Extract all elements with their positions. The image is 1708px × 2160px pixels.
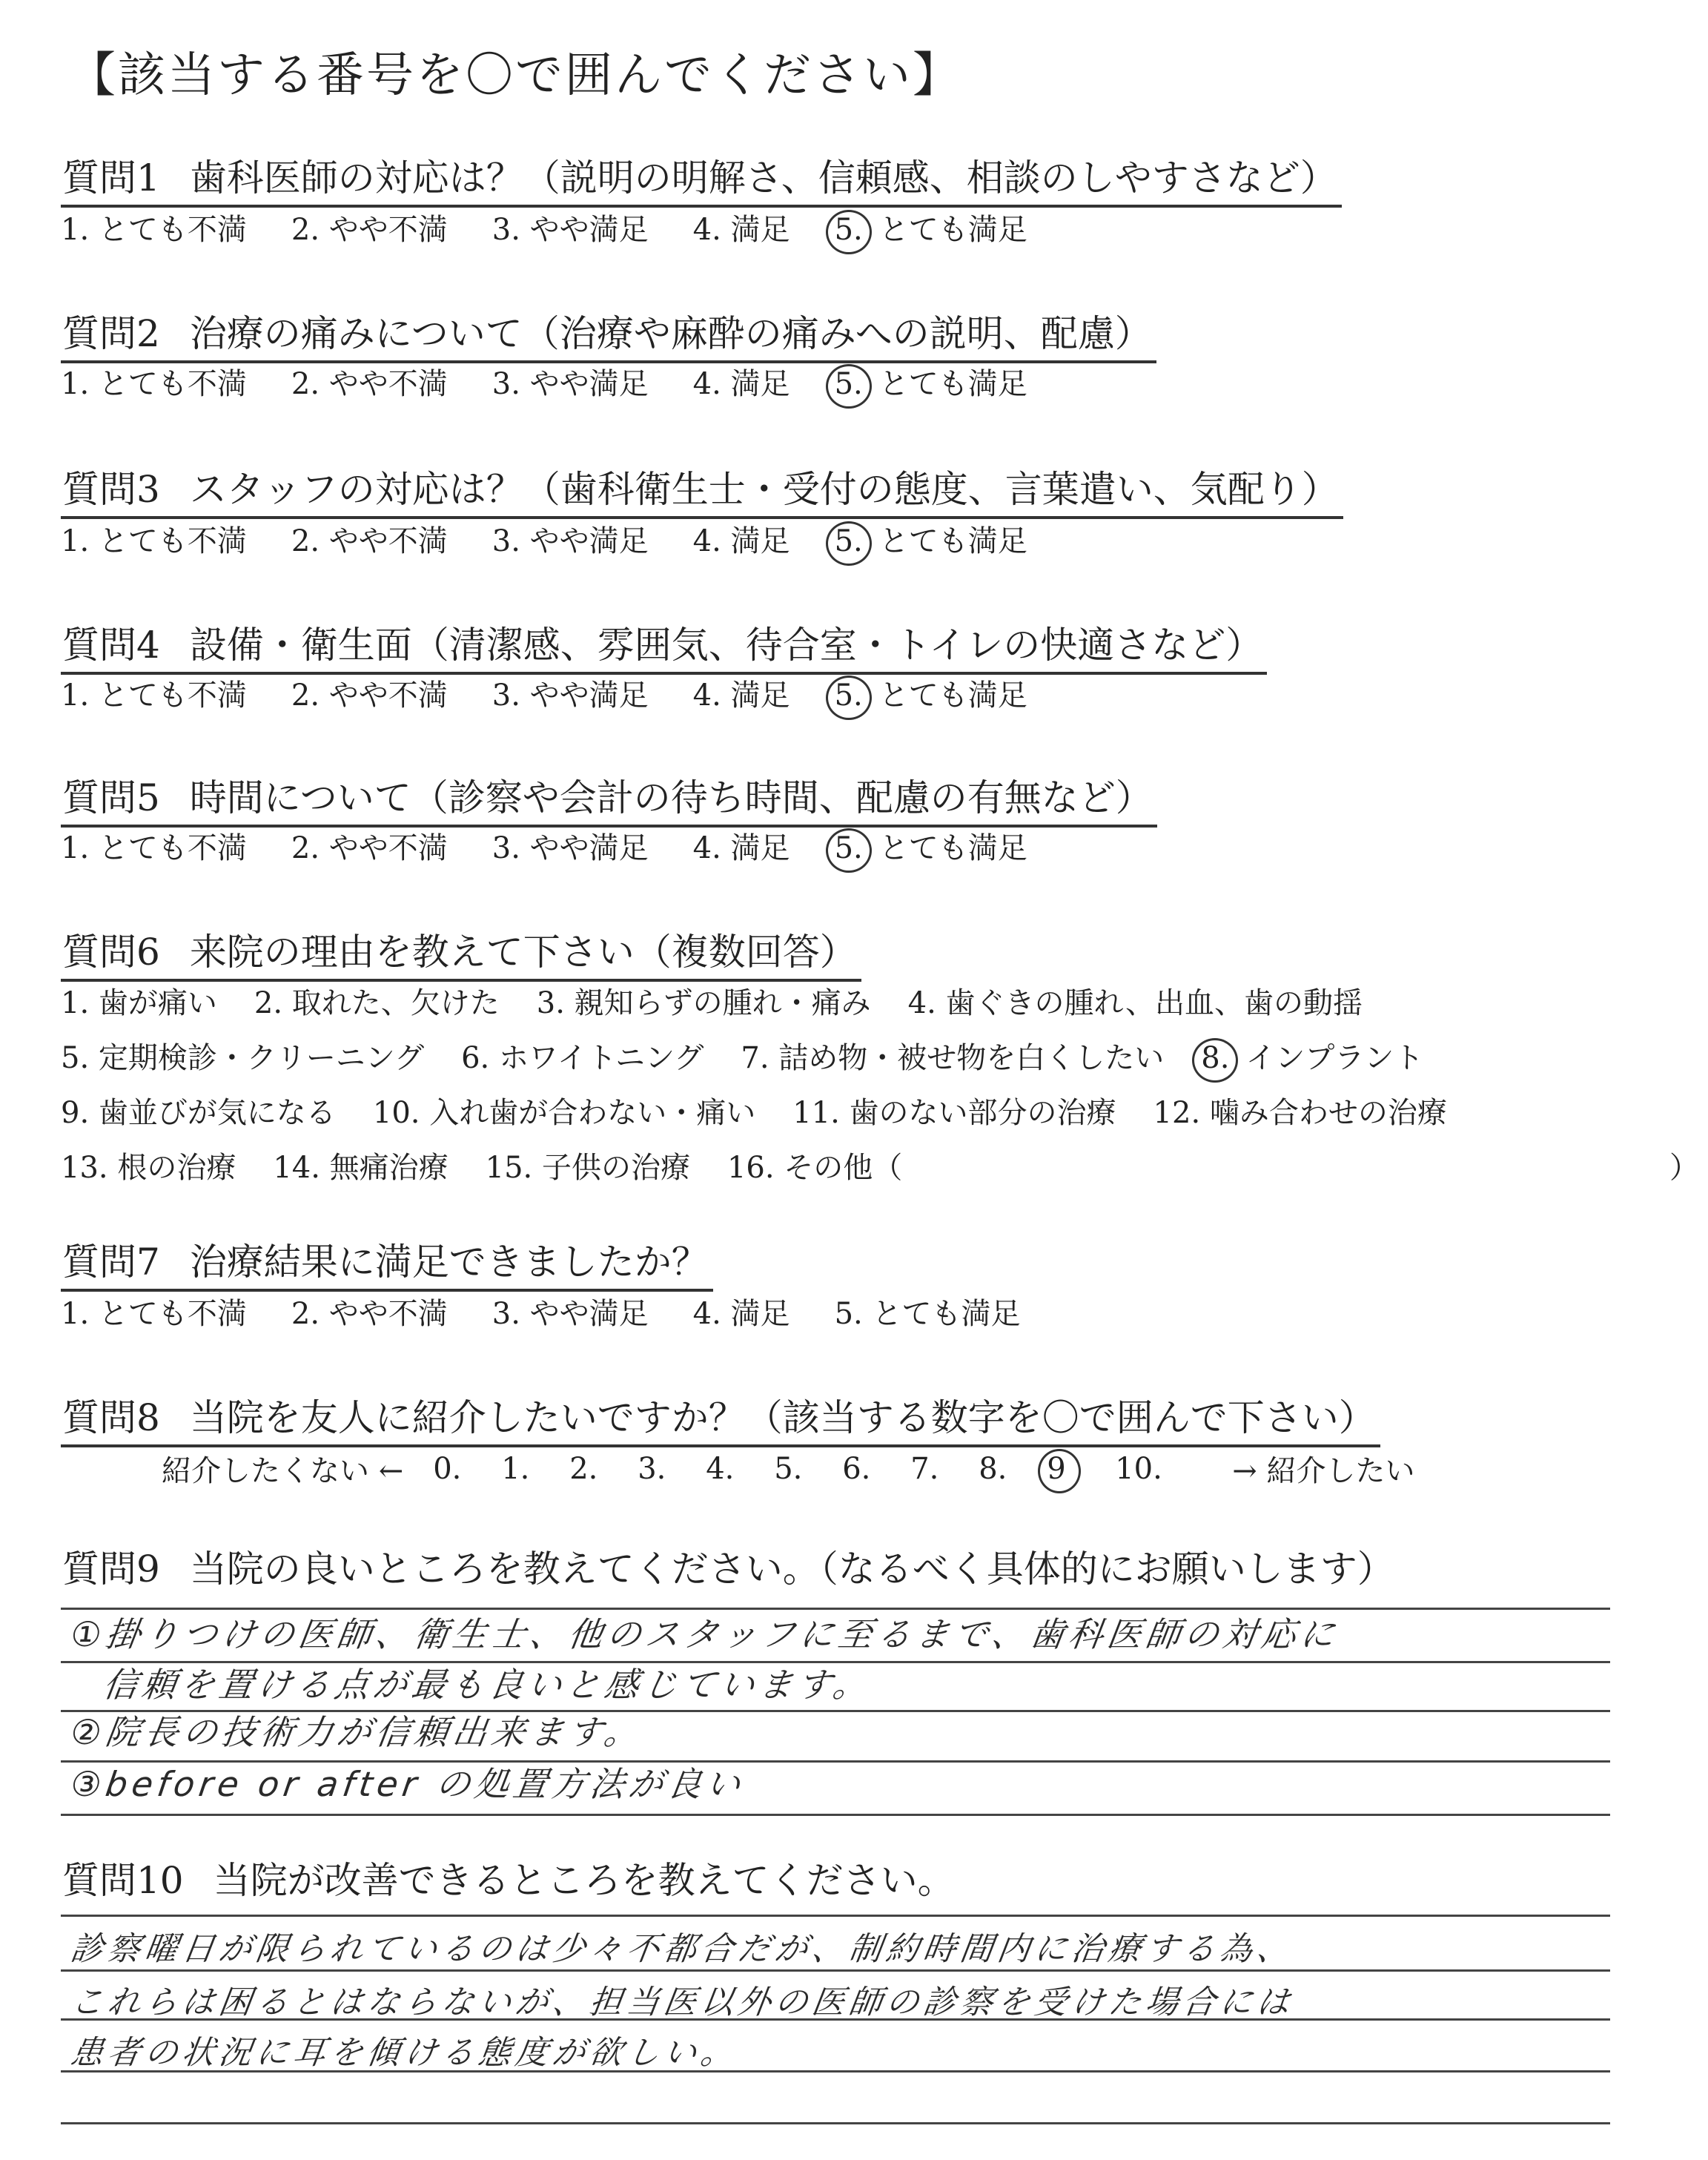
question-2-text: 治療の痛みについて（治療や麻酔の痛みへの説明、配慮）	[189, 312, 1152, 355]
question-7-options	[61, 1290, 1065, 1332]
circled-number: 5.	[834, 213, 863, 247]
question-1-label: 質問1	[62, 156, 160, 199]
q7-option-5[interactable]: 5. とても満足	[834, 1297, 1021, 1331]
scale-0[interactable]: 0.	[433, 1451, 462, 1486]
reason-10[interactable]: 10. 入れ歯が合わない・痛い	[372, 1095, 756, 1130]
q10-handwritten-1: 診察曜日が限られているのは少々不都合だが、制約時間内に治療する為、	[67, 1930, 1297, 1968]
question-7-label: 質問7	[62, 1241, 160, 1284]
reason-5[interactable]: 5. 定期検診・クリーニング	[61, 1040, 425, 1075]
circled-number: 5.	[834, 678, 863, 713]
question-8-heading	[61, 1388, 1380, 1447]
q9-handwritten-1: ①掛りつけの医師、衛生士、他のスタッフに至るまで、歯科医師の対応に	[67, 1614, 1342, 1654]
question-4-heading	[61, 615, 1267, 675]
q2-option-1[interactable]: 1. とても不満	[61, 367, 247, 401]
scale-left-label: 紹介したくない ←	[162, 1454, 404, 1488]
q10-handwritten-3: 患者の状況に耳を傾ける態度が欲しい。	[67, 2034, 741, 2072]
q2-option-4[interactable]: 4. 満足	[692, 367, 790, 401]
circled-number: 5.	[834, 367, 863, 401]
q10-handwritten-2: これらは困るとはならないが、担当医以外の医師の診察を受けた場合には	[67, 1984, 1297, 2021]
question-4-label: 質問4	[62, 624, 160, 667]
question-5-label: 質問5	[62, 776, 160, 819]
question-9-text: 当院の良いところを教えてください。（なるべく具体的にお願いします）	[189, 1548, 1394, 1591]
reasons-row-1	[61, 973, 1484, 1028]
q1-option-3[interactable]: 3. やや満足	[491, 213, 649, 247]
scale-5[interactable]: 5.	[774, 1451, 803, 1486]
q5-option-2[interactable]: 2. やや不満	[291, 831, 448, 865]
question-1-options	[61, 206, 1072, 248]
reason-13[interactable]: 13. 根の治療	[61, 1150, 236, 1185]
reason-16-other[interactable]: 16. その他（	[726, 1150, 903, 1185]
question-3-text: スタッフの対応は？（歯科衛生士・受付の態度、言葉遣い、気配り）	[189, 468, 1339, 511]
q4-option-4[interactable]: 4. 満足	[692, 678, 790, 713]
q5-option-3[interactable]: 3. やや満足	[491, 831, 649, 865]
question-3-heading	[61, 460, 1343, 519]
question-5-options	[61, 825, 1072, 867]
q3-option-3[interactable]: 3. やや満足	[491, 524, 649, 558]
reason-15[interactable]: 15. 子供の治療	[485, 1150, 690, 1185]
q9-handwritten-2: 信頼を置ける点が最も良いと感じています。	[100, 1665, 875, 1705]
recommend-scale	[162, 1447, 1444, 1490]
question-8-text: 当院を友人に紹介したいですか？（該当する数字を〇で囲んで下さい）	[189, 1396, 1376, 1439]
question-2-label: 質問2	[62, 312, 160, 355]
q5-option-1[interactable]: 1. とても不満	[61, 831, 247, 865]
reasons-row-4	[61, 1137, 1699, 1192]
question-9-heading	[61, 1539, 1399, 1596]
reason-2[interactable]: 2. 取れた、欠けた	[254, 985, 500, 1020]
q1-option-4[interactable]: 4. 満足	[692, 213, 790, 247]
scale-6[interactable]: 6.	[842, 1451, 871, 1486]
scale-7[interactable]: 7.	[910, 1451, 939, 1486]
scale-2[interactable]: 2.	[569, 1451, 598, 1486]
reason-9[interactable]: 9. 歯並びが気になる	[61, 1095, 336, 1130]
q3-option-5-circled[interactable]: 5. とても満足	[834, 524, 1027, 558]
q1-option-1[interactable]: 1. とても不満	[61, 213, 247, 247]
q4-option-5-circled[interactable]: 5. とても満足	[834, 678, 1027, 713]
reason-3[interactable]: 3. 親知らずの腫れ・痛み	[536, 985, 871, 1020]
q2-option-5-circled[interactable]: 5. とても満足	[834, 367, 1027, 401]
question-5-text: 時間について（診察や会計の待ち時間、配慮の有無など）	[189, 776, 1153, 819]
question-1-text: 歯科医師の対応は？（説明の明解さ、信頼感、相談のしやすさなど）	[189, 156, 1337, 199]
reason-7[interactable]: 7. 詰め物・被せ物を白くしたい	[741, 1040, 1165, 1075]
reason-6[interactable]: 6. ホワイトニング	[461, 1040, 704, 1075]
q3-option-1[interactable]: 1. とても不満	[61, 524, 247, 558]
reason-14[interactable]: 14. 無痛治療	[273, 1150, 448, 1185]
question-10-label: 質問10	[62, 1859, 184, 1902]
scale-1[interactable]: 1.	[501, 1451, 530, 1486]
reason-1[interactable]: 1. 歯が痛い	[61, 985, 217, 1020]
question-1-heading	[61, 148, 1342, 208]
q9-answer-line-5	[61, 1814, 1610, 1816]
q3-option-4[interactable]: 4. 満足	[692, 524, 790, 558]
scale-8[interactable]: 8.	[979, 1451, 1007, 1486]
q7-option-2[interactable]: 2. やや不満	[291, 1297, 448, 1331]
question-5-heading	[61, 768, 1157, 828]
q3-option-2[interactable]: 2. やや不満	[291, 524, 448, 558]
question-8-label: 質問8	[62, 1396, 160, 1439]
q7-option-4[interactable]: 4. 満足	[692, 1297, 790, 1331]
reason-4[interactable]: 4. 歯ぐきの腫れ、出血、歯の動揺	[907, 985, 1363, 1020]
reason-8-circled[interactable]: 8. インプラント	[1201, 1040, 1424, 1075]
question-6-label: 質問6	[62, 931, 160, 974]
q4-option-1[interactable]: 1. とても不満	[61, 678, 247, 713]
question-2-heading	[61, 304, 1156, 363]
q9-handwritten-4: ③before or after の処置方法が良い	[67, 1764, 748, 1804]
q2-option-2[interactable]: 2. やや不満	[291, 367, 448, 401]
reason-12[interactable]: 12. 噛み合わせの治療	[1153, 1095, 1447, 1130]
q4-option-2[interactable]: 2. やや不満	[291, 678, 448, 713]
scale-4[interactable]: 4.	[706, 1451, 735, 1486]
question-10-text: 当院が改善できるところを教えてください。	[213, 1859, 955, 1902]
scale-9-circled[interactable]: 9	[1047, 1452, 1115, 1486]
q1-option-2[interactable]: 2. やや不満	[291, 213, 448, 247]
q10-answer-line-2	[61, 1969, 1610, 1972]
q10-answer-line-5	[61, 2122, 1610, 2124]
question-3-options	[61, 518, 1072, 560]
scale-10[interactable]: 10.	[1115, 1451, 1162, 1486]
q7-option-3[interactable]: 3. やや満足	[491, 1297, 649, 1331]
circled-number: 8.	[1201, 1040, 1230, 1075]
other-close-paren: ）	[1669, 1150, 1699, 1185]
q7-option-1[interactable]: 1. とても不満	[61, 1297, 247, 1331]
reasons-row-3	[61, 1083, 1484, 1137]
question-6-reasons	[61, 973, 1699, 1192]
q2-option-3[interactable]: 3. やや満足	[491, 367, 649, 401]
question-3-label: 質問3	[62, 468, 160, 511]
scale-right-label: → 紹介したい	[1232, 1454, 1415, 1488]
question-2-options	[61, 360, 1072, 403]
question-7-heading	[61, 1232, 713, 1292]
circled-number: 5.	[834, 831, 863, 865]
q5-option-4[interactable]: 4. 満足	[692, 831, 790, 865]
q1-option-5-circled[interactable]: 5. とても満足	[834, 213, 1027, 247]
reasons-row-2	[61, 1028, 1484, 1083]
question-4-options	[61, 672, 1072, 714]
reason-11[interactable]: 11. 歯のない部分の治療	[792, 1095, 1116, 1130]
question-4-text: 設備・衛生面（清潔感、雰囲気、待合室・トイレの快適さなど）	[189, 624, 1263, 667]
question-9-label: 質問9	[62, 1548, 160, 1591]
q4-option-3[interactable]: 3. やや満足	[491, 678, 649, 713]
q9-handwritten-3: ②院長の技術力が信頼出来ます。	[67, 1712, 646, 1752]
q5-option-5-circled[interactable]: 5. とても満足	[834, 831, 1027, 865]
q10-answer-line-1	[61, 1915, 1610, 1917]
scale-3[interactable]: 3.	[638, 1451, 666, 1486]
circled-number: 5.	[834, 524, 863, 558]
question-10-heading	[61, 1851, 959, 1907]
page-title: 【該当する番号を〇で囲んでください】	[68, 48, 962, 103]
question-6-text: 来院の理由を教えて下さい（複数回答）	[189, 931, 857, 974]
question-7-text: 治療結果に満足できましたか？	[189, 1241, 709, 1284]
